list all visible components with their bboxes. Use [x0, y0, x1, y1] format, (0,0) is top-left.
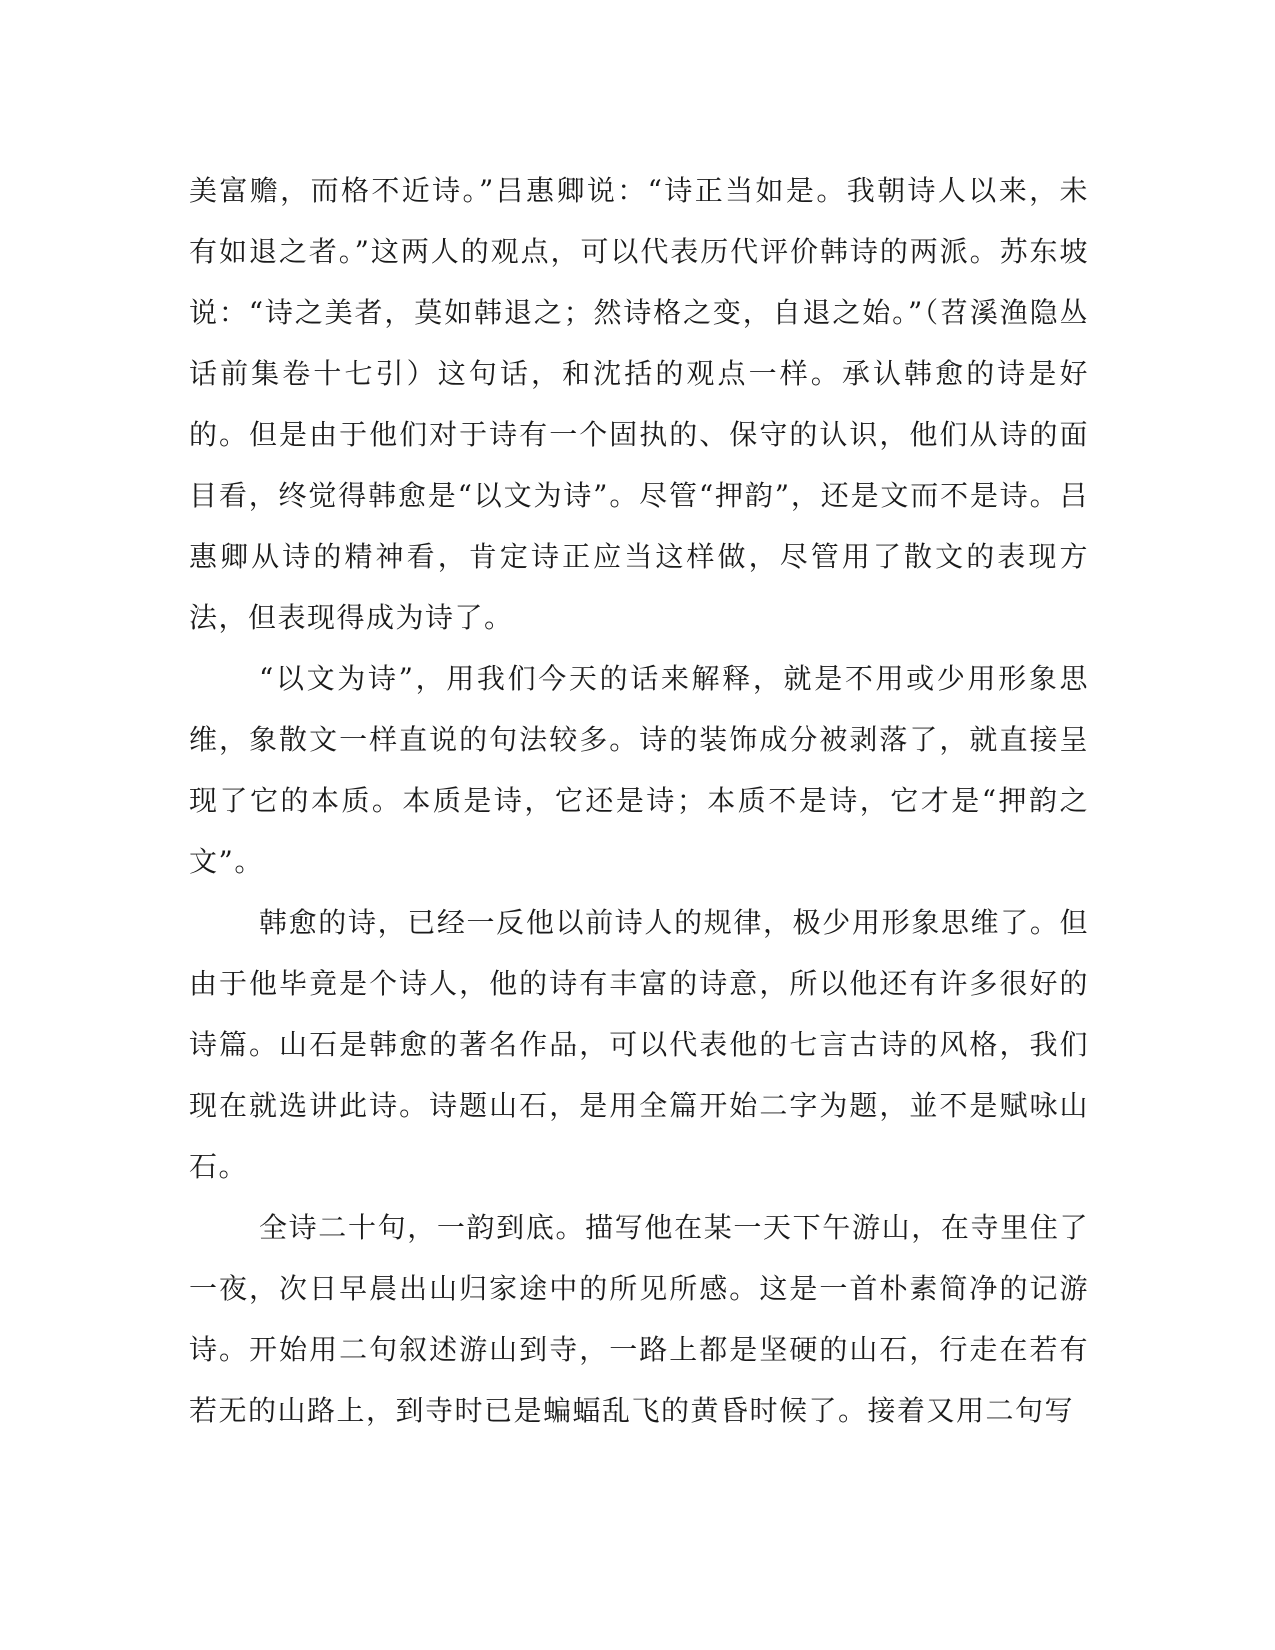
paragraph-4: 全诗二十句，一韵到底。描写他在某一天下午游山，在寺里住了一夜，次日早晨出山归家途中的所见所感。这是一首朴素简净的记游诗。开始用二句叙述游山到寺，一路上都是坚硬的山石，行走在若有若无的山路上，到寺时已是蝙蝠乱飞的黄昏时候了。接着又用二句写 — [189, 1211, 1089, 1427]
paragraph-1: 美富赡，而格不近诗。”吕惠卿说：“诗正当如是。我朝诗人以来，未有如退之者。”这两人的观点，可以代表历代评价韩诗的两派。苏东坡说：“诗之美者，莫如韩退之；然诗格之变，自退之始。”（苕溪渔隐丛话前集卷十七引）这句话，和沈括的观点一样。承认韩愈的诗是好的。但是由于他们对于诗有一个固执的、保守的认识，他们从诗的面目看，终觉得韩愈是“以文为诗”。尽管“押韵”，还是文而不是诗。吕惠卿从诗的精神看，肯定诗正应当这样做，尽管用了散文的表现方法，但表现得成为诗了。 — [189, 174, 1089, 634]
paragraph-3: 韩愈的诗，已经一反他以前诗人的规律，极少用形象思维了。但由于他毕竟是个诗人，他的诗有丰富的诗意，所以他还有许多很好的诗篇。山石是韩愈的著名作品，可以代表他的七言古诗的风格，我们现在就选讲此诗。诗题山石，是用全篇开始二字为题，並不是赋咏山石。 — [189, 906, 1089, 1183]
paragraph-2: “以文为诗”，用我们今天的话来解释，就是不用或少用形象思维，象散文一样直说的句法较多。诗的装饰成分被剥落了，就直接呈现了它的本质。本质是诗，它还是诗；本质不是诗，它才是“押韵之文”。 — [189, 662, 1089, 878]
document-body — [189, 160, 1089, 1441]
